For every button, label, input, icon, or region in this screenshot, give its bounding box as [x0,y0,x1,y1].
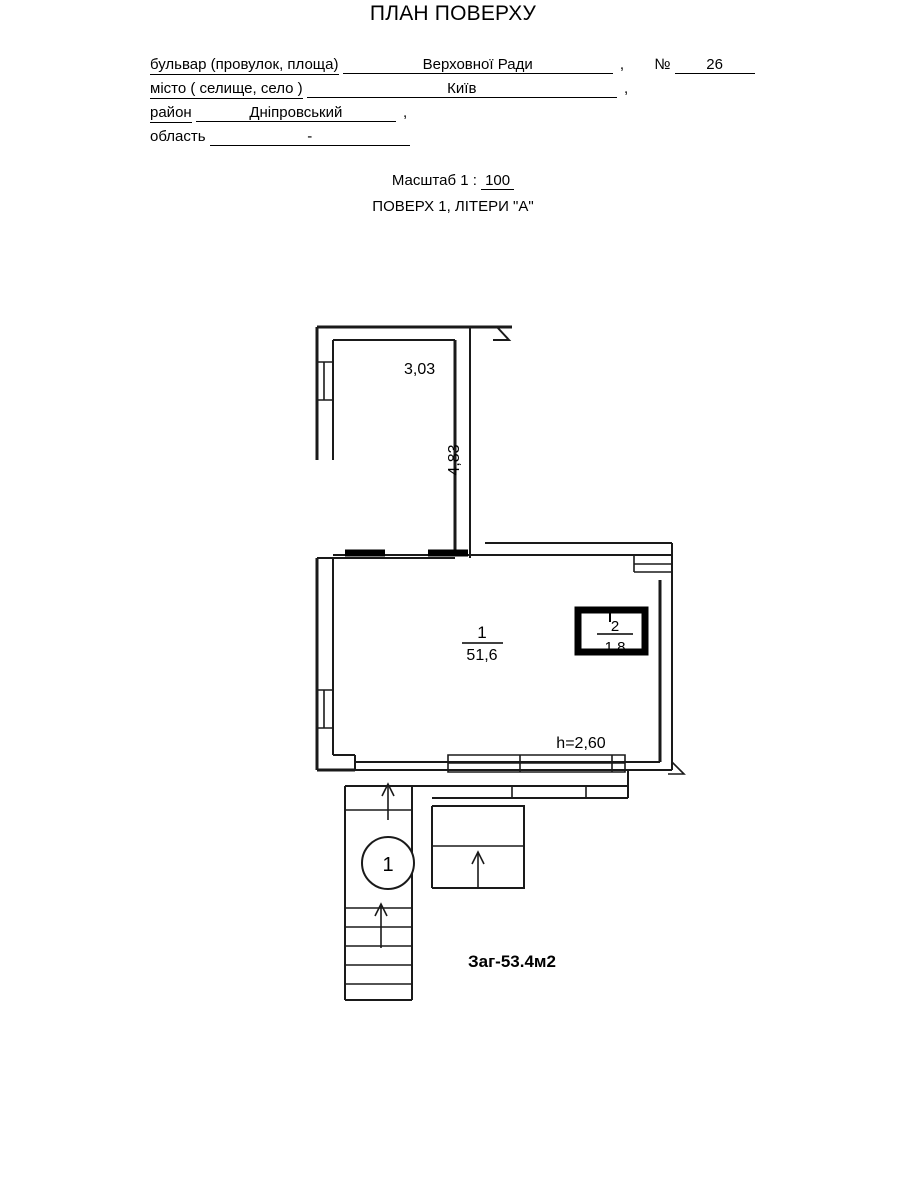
page-title: ПЛАН ПОВЕРХУ [369,2,537,25]
street-label: бульвар (провулок, площа) [150,56,339,73]
total-area-label: Заг-53.4м2 [468,952,556,971]
number-label: № [654,56,671,73]
dimension-top: 3,03 [404,361,436,378]
form-row-street [150,56,850,80]
scale-value: 100 [481,172,514,190]
region-label: область [150,128,206,145]
district-value: Дніпровський [196,104,396,122]
ceiling-height-note: h=2,60 [556,735,606,752]
stair-marker-label: 1 [382,854,394,876]
street-value: Верховної Ради [343,56,613,74]
form-row-region [150,128,850,152]
form-row-city [150,80,850,104]
scale-label: Масштаб 1 : [391,172,477,189]
district-label: район [150,104,192,121]
floor-plan-drawing [0,300,906,1040]
region-value: - [210,128,410,146]
city-value: Київ [307,80,617,98]
room-2-number: 2 [610,618,620,635]
street-comma: , [619,56,625,73]
city-comma: , [623,80,629,97]
floor-line: ПОВЕРХ 1, ЛІТЕРИ "А" [372,198,534,215]
room-1-number: 1 [477,623,487,642]
city-label: місто ( селище, село ) [150,80,303,97]
dimension-left: 4,83 [446,444,463,476]
room-1-area: 51,6 [466,647,498,664]
address-form [150,56,850,152]
number-value: 26 [675,56,755,74]
district-comma: , [403,104,408,121]
room-2-area: 1,8 [604,639,626,656]
scale-line [0,172,906,189]
form-row-district [150,104,850,128]
